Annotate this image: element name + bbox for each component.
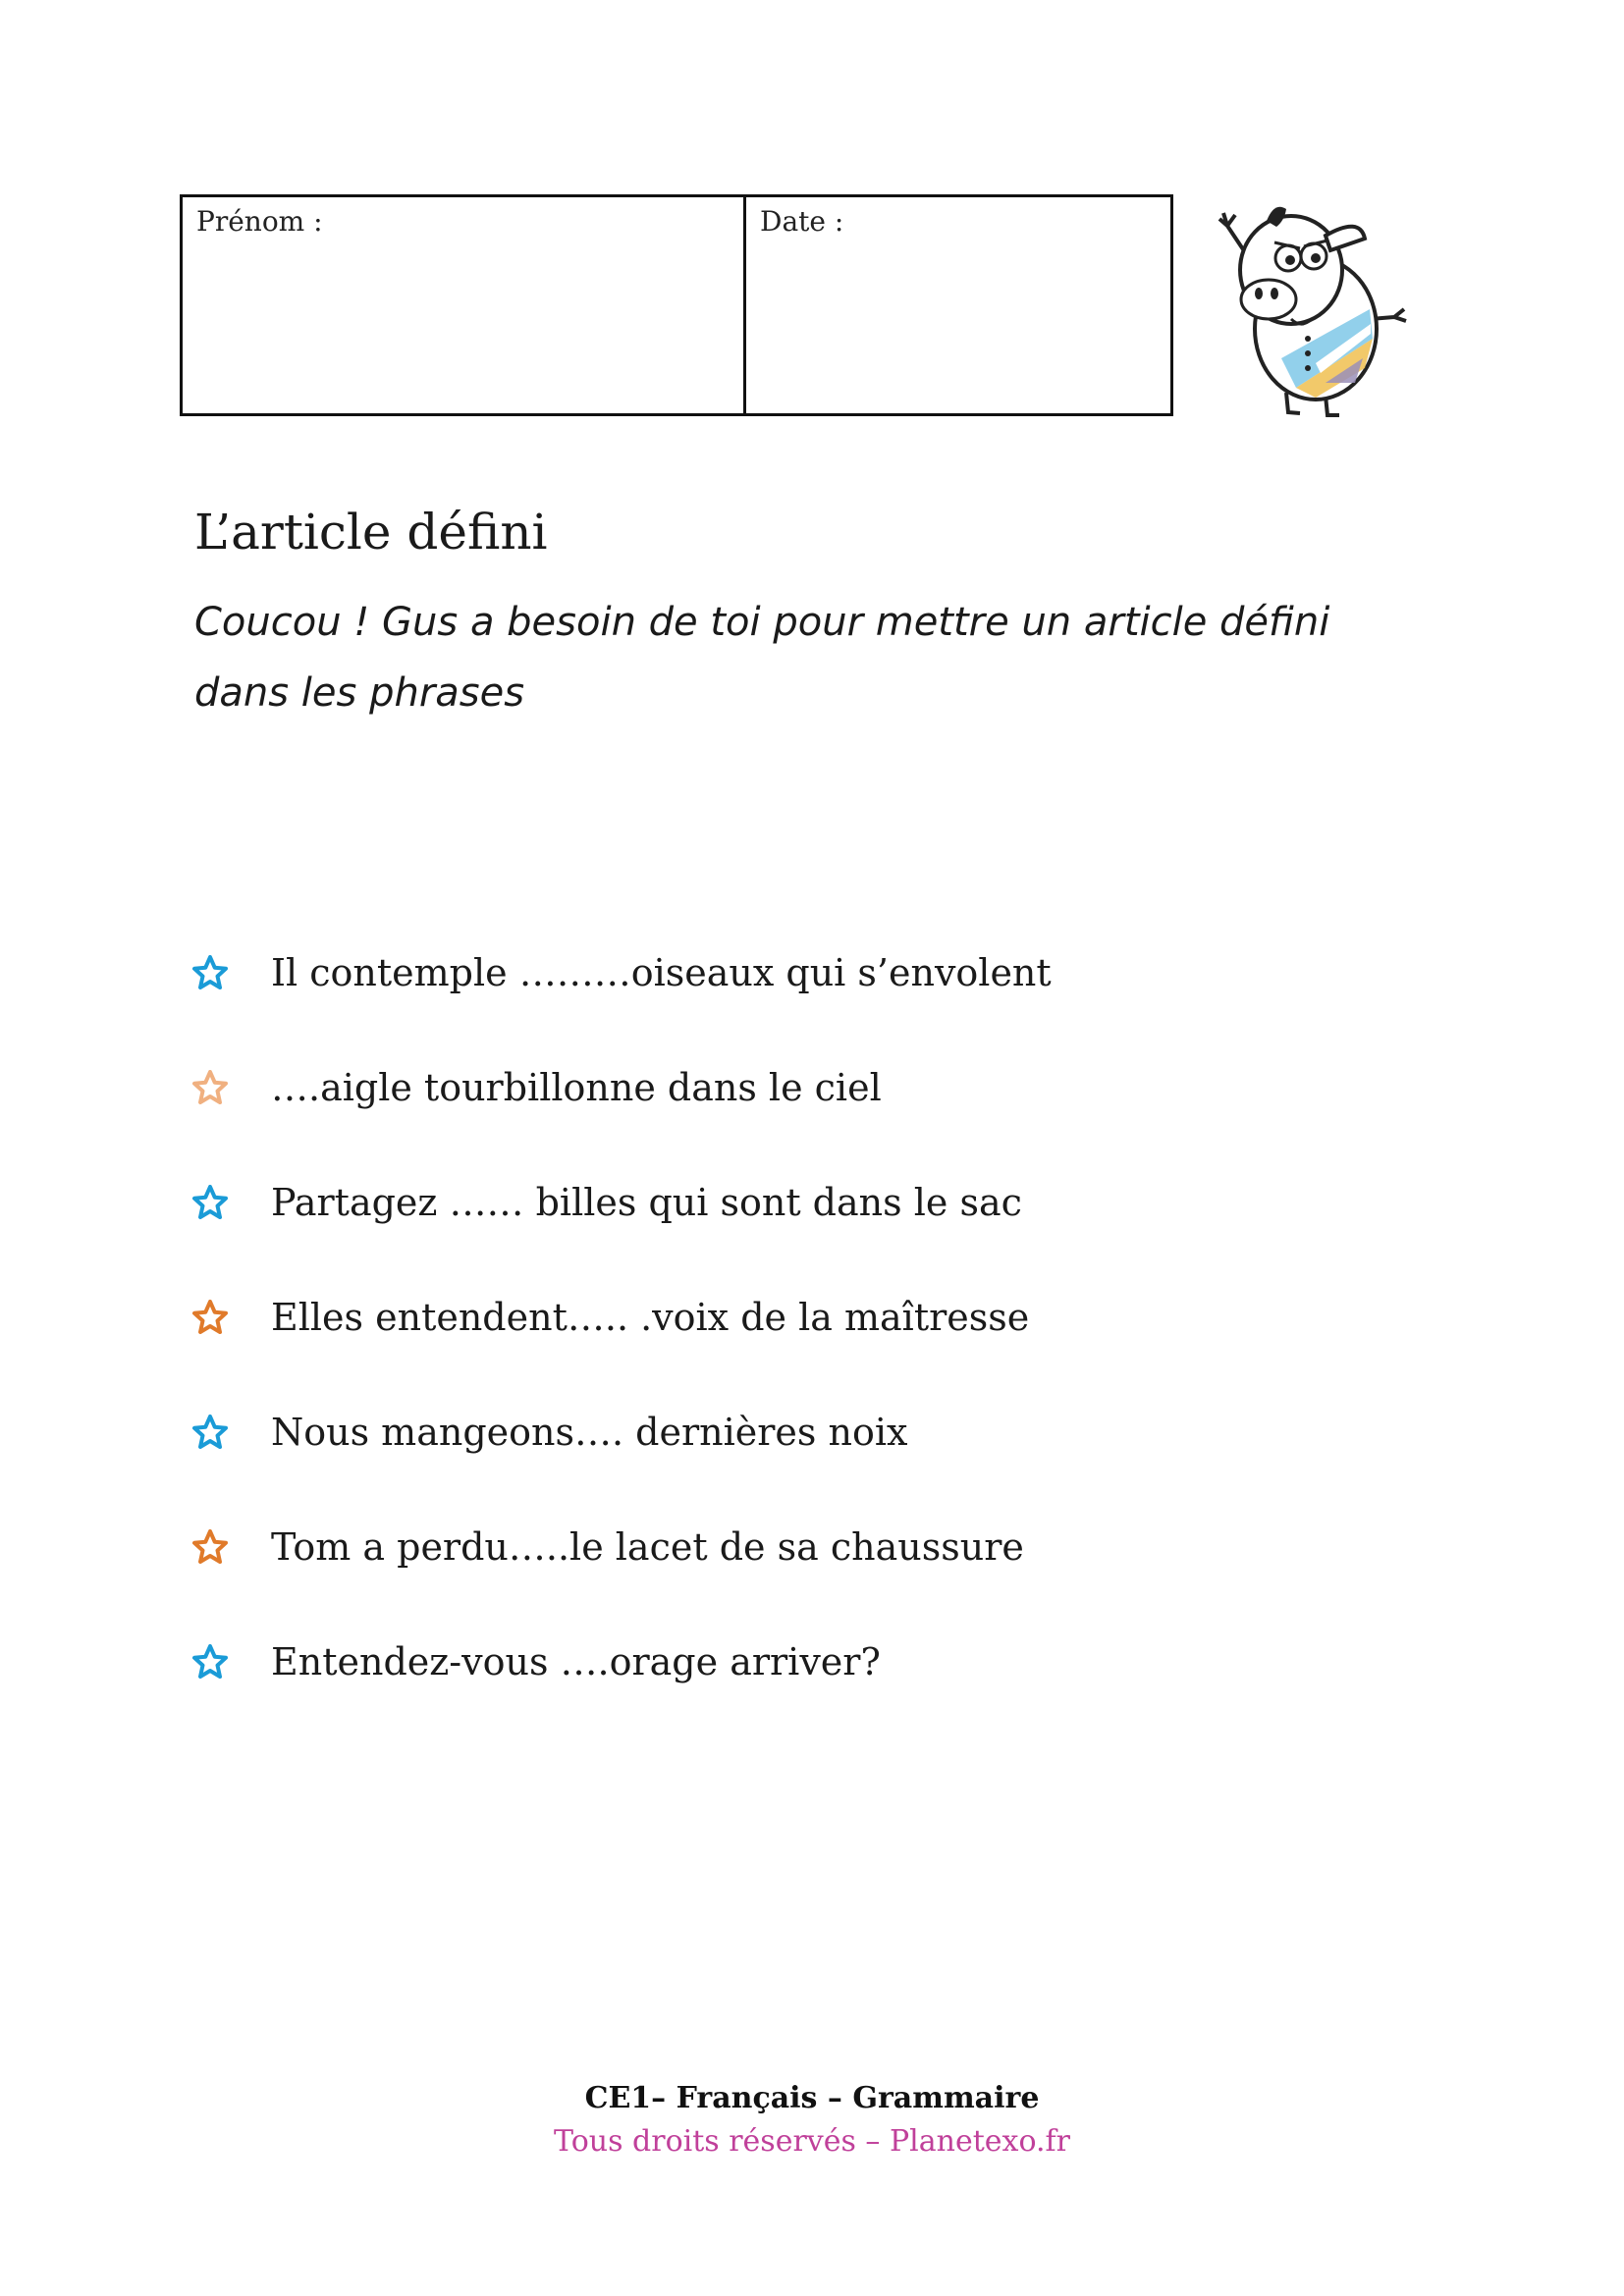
exercise-sentence: ….aigle tourbillonne dans le ciel — [271, 1065, 882, 1109]
exercise-list — [192, 915, 1371, 1719]
exercise-sentence: Partagez …… billes qui sont dans le sac — [271, 1180, 1022, 1224]
exercise-item — [192, 915, 1371, 1030]
name-date-box — [180, 194, 1173, 416]
footer-rights-link[interactable]: Tous droits réservés – Planetexo.fr — [554, 2124, 1070, 2159]
prenom-field[interactable] — [183, 197, 746, 413]
star-icon — [192, 1185, 228, 1220]
exercise-sentence: Tom a perdu…..le lacet de sa chaussure — [271, 1524, 1024, 1569]
star-icon — [192, 1644, 228, 1680]
intro-instruction — [194, 587, 1461, 728]
date-field[interactable] — [746, 197, 1170, 413]
star-icon — [192, 1415, 228, 1450]
exercise-sentence: Elles entendent….. .voix de la maîtresse — [271, 1295, 1030, 1339]
star-icon — [192, 1529, 228, 1565]
star-icon — [192, 1300, 228, 1335]
exercise-item — [192, 1489, 1371, 1604]
exercise-item — [192, 1145, 1371, 1259]
gus-sheep-mascot-icon — [1198, 191, 1424, 422]
exercise-sentence: Il contemple ………oiseaux qui s’envolent — [271, 950, 1052, 994]
intro-line-1: Coucou ! Gus a besoin de toi pour mettre un article défini — [194, 600, 1330, 645]
exercise-sentence: Entendez-vous ….orage arriver? — [271, 1639, 881, 1683]
prenom-label: Prénom : — [196, 205, 323, 238]
exercise-sentence: Nous mangeons…. dernières noix — [271, 1410, 908, 1454]
star-icon — [192, 955, 228, 990]
exercise-item — [192, 1604, 1371, 1719]
exercise-item — [192, 1374, 1371, 1489]
worksheet-title: L’article défini — [194, 504, 548, 561]
exercise-item — [192, 1030, 1371, 1145]
date-label: Date : — [760, 205, 844, 238]
star-icon — [192, 1070, 228, 1105]
exercise-item — [192, 1259, 1371, 1374]
page-footer — [0, 2077, 1624, 2163]
intro-line-2: dans les phrases — [194, 670, 525, 716]
footer-level: CE1– Français – Grammaire — [584, 2081, 1040, 2115]
